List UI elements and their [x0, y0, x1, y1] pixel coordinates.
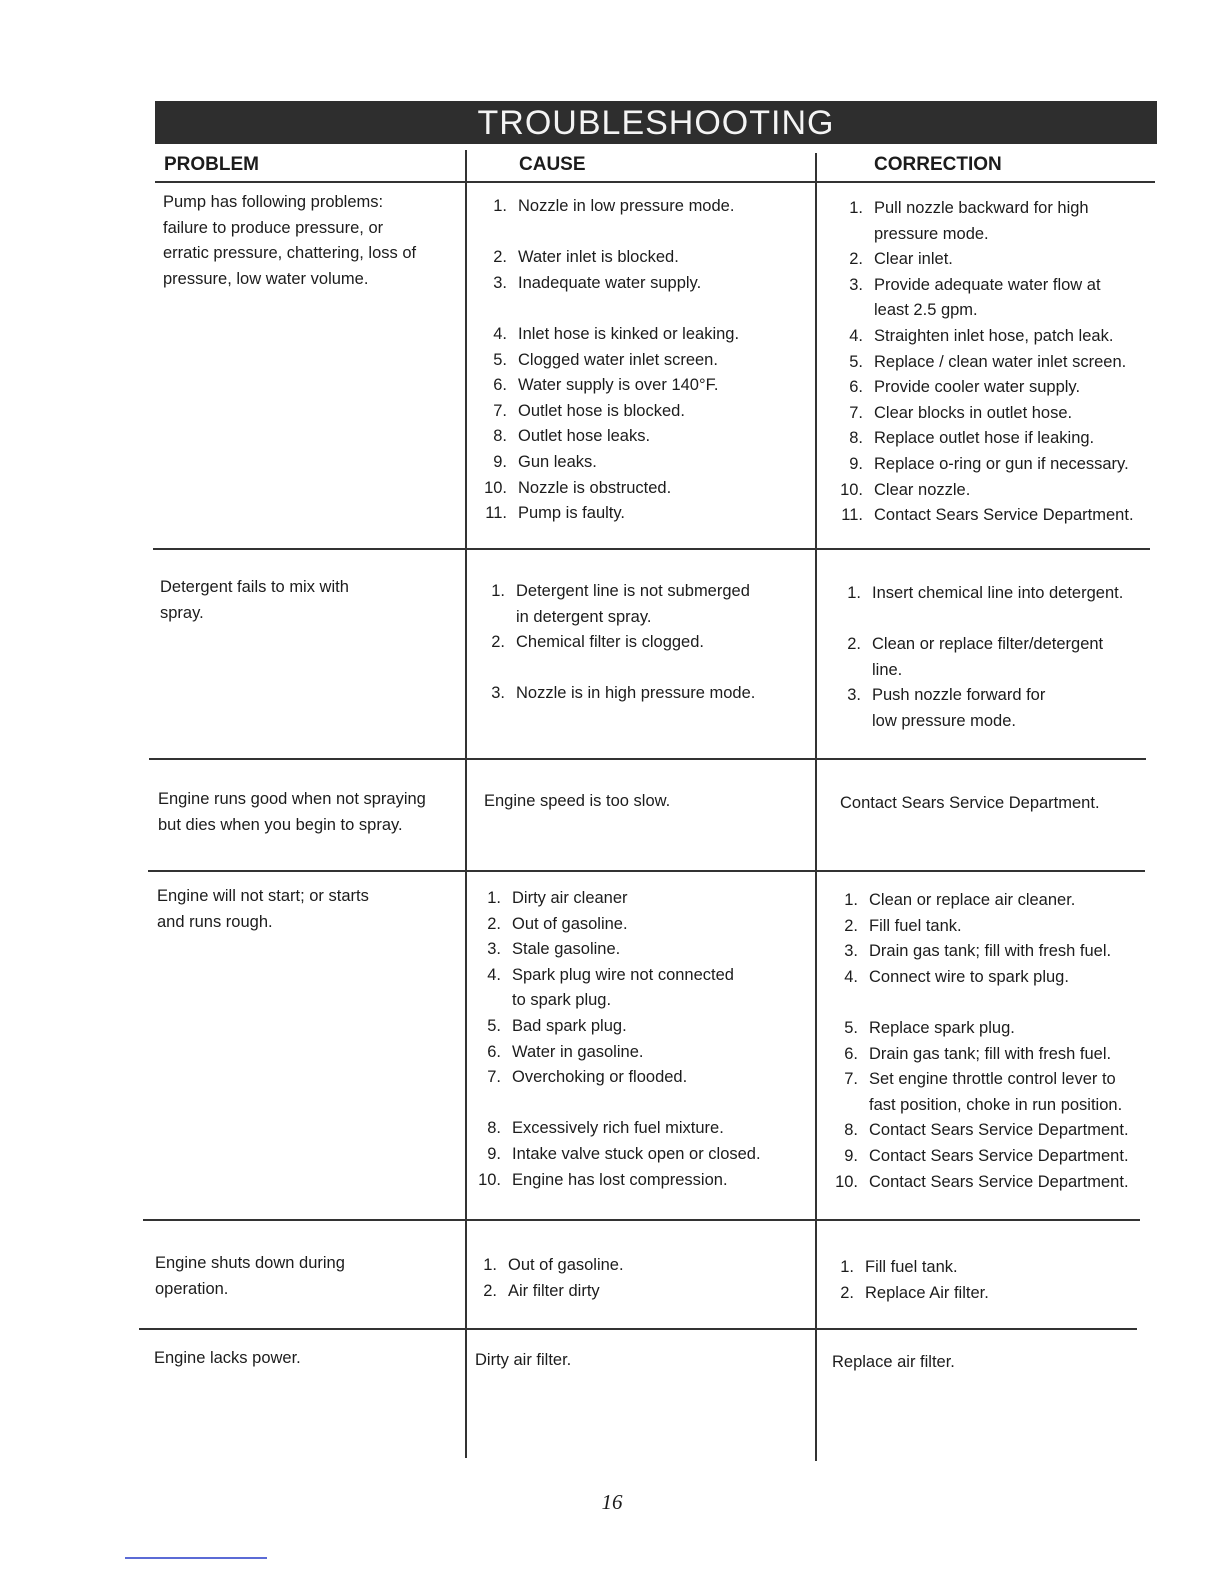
item-number: 2. [844, 916, 858, 935]
item-number: 5. [844, 1018, 858, 1037]
row-divider [153, 548, 1150, 550]
list-item [824, 939, 1129, 965]
list-item [827, 632, 1123, 683]
list-item [824, 1067, 1129, 1118]
item-text: Contact Sears Service Department. [869, 1121, 1129, 1140]
correction-text: Contact Sears Service Department. [840, 794, 1100, 812]
item-number: 2. [493, 248, 507, 267]
item-text: Inlet hose is kinked or leaking. [518, 324, 740, 343]
item-text: Pump is faulty. [518, 504, 625, 523]
list-item [829, 401, 1134, 427]
item-number: 2. [840, 1283, 854, 1302]
item-number: 5. [849, 352, 863, 371]
item-text: Clean or replace filter/detergent line. [872, 635, 1104, 679]
list-item [467, 963, 761, 1014]
item-number: 8. [844, 1121, 858, 1140]
list-item [829, 478, 1134, 504]
cause-text: Engine speed is too slow. [484, 792, 671, 810]
item-text: Out of gasoline. [512, 914, 628, 933]
item-text: Pull nozzle backward for high pressure mode. [874, 199, 1089, 243]
item-number: 6. [844, 1044, 858, 1063]
item-text: Clear blocks in outlet hose. [874, 403, 1073, 422]
problem-text: Engine shuts down during operation. [155, 1254, 345, 1298]
item-text: Chemical filter is clogged. [516, 633, 704, 652]
item-number: 11. [485, 504, 507, 523]
item-text: Stale gasoline. [512, 940, 621, 959]
item-number: 7. [487, 1068, 501, 1087]
page-number: 16 [601, 1490, 623, 1514]
item-text: Outlet hose leaks. [518, 427, 651, 446]
list-item [829, 426, 1134, 452]
item-number: 3. [491, 684, 505, 703]
problem-text: Engine runs good when not spraying but dies when you begin to spray. [158, 790, 426, 834]
list-item [829, 247, 1134, 273]
item-number: 6. [493, 376, 507, 395]
list-item [473, 399, 739, 425]
list-item [473, 373, 739, 399]
list-item [829, 503, 1134, 529]
item-text: Inadequate water supply. [518, 273, 702, 292]
item-number: 4. [849, 326, 863, 345]
footer-rule [125, 1557, 267, 1559]
item-number: 3. [844, 942, 858, 961]
item-number: 9. [849, 454, 863, 473]
item-text: Replace spark plug. [869, 1018, 1015, 1037]
item-number: 3. [849, 275, 863, 294]
item-text: Straighten inlet hose, patch leak. [874, 326, 1114, 345]
item-text: Water inlet is blocked. [518, 248, 679, 267]
cause-list [463, 1253, 624, 1304]
list-item [829, 375, 1134, 401]
problem-text: Engine lacks power. [154, 1349, 301, 1367]
item-number: 1. [493, 197, 507, 215]
list-item [463, 1279, 624, 1305]
item-number: 3. [847, 686, 861, 705]
list-item [467, 1116, 761, 1142]
row-divider [149, 758, 1146, 760]
title-banner [155, 101, 1157, 144]
item-text: Outlet hose is blocked. [518, 401, 685, 420]
list-item [467, 1065, 761, 1091]
cause-list [471, 579, 755, 707]
item-number: 10. [478, 1170, 501, 1189]
item-text: Spark plug wire not connected to spark plug. [512, 965, 734, 1010]
item-number: 10. [835, 1172, 858, 1191]
list-item [473, 322, 739, 348]
list-item [824, 914, 1129, 940]
item-text: Clogged water inlet screen. [518, 350, 718, 369]
item-number: 5. [493, 350, 507, 369]
list-item [467, 886, 761, 912]
list-item [473, 348, 739, 374]
cause-list [473, 194, 739, 527]
item-number: 2. [847, 635, 861, 654]
header-problem: PROBLEM [164, 154, 259, 175]
list-item [467, 912, 761, 938]
item-text: Excessively rich fuel mixture. [512, 1119, 724, 1138]
item-number: 2. [849, 250, 863, 269]
item-text: Set engine throttle control lever to fast position, choke in run position. [869, 1070, 1123, 1114]
item-text: Air filter dirty [508, 1281, 600, 1300]
column-divider-2 [815, 153, 817, 1461]
correction-list [827, 581, 1123, 735]
item-number: 4. [487, 965, 501, 984]
row-divider [143, 1219, 1140, 1221]
list-item [829, 324, 1134, 350]
item-text: Clean or replace air cleaner. [869, 891, 1076, 909]
list-item [473, 476, 739, 502]
item-text: Contact Sears Service Department. [869, 1146, 1129, 1165]
row-divider [139, 1328, 1137, 1330]
item-number: 9. [844, 1146, 858, 1165]
item-text: Connect wire to spark plug. [869, 967, 1069, 986]
item-text: Drain gas tank; fill with fresh fuel. [869, 942, 1112, 961]
list-item [467, 1014, 761, 1040]
item-number: 1. [847, 584, 861, 602]
header-correction: CORRECTION [874, 154, 1002, 175]
list-item [829, 196, 1134, 247]
list-item [473, 194, 739, 220]
list-item [824, 1118, 1129, 1144]
item-text: Nozzle is in high pressure mode. [516, 684, 756, 703]
item-text: Nozzle in low pressure mode. [518, 197, 735, 215]
list-item [473, 245, 739, 271]
item-number: 1. [491, 582, 505, 600]
item-number: 5. [487, 1016, 501, 1035]
correction-list [820, 1255, 989, 1306]
item-text: Replace outlet hose if leaking. [874, 429, 1095, 448]
list-item [829, 452, 1134, 478]
list-item [820, 1255, 989, 1281]
item-text: Intake valve stuck open or closed. [512, 1144, 761, 1163]
item-text: Fill fuel tank. [865, 1258, 958, 1276]
item-number: 7. [493, 401, 507, 420]
item-text: Out of gasoline. [508, 1256, 624, 1274]
item-number: 9. [487, 1144, 501, 1163]
item-number: 7. [844, 1070, 858, 1089]
item-text: Drain gas tank; fill with fresh fuel. [869, 1044, 1112, 1063]
item-text: Contact Sears Service Department. [869, 1172, 1129, 1191]
list-item [467, 937, 761, 963]
list-item [824, 1016, 1129, 1042]
item-text: Clear nozzle. [874, 480, 971, 499]
item-text: Clear inlet. [874, 250, 953, 269]
item-number: 9. [493, 452, 507, 471]
item-number: 7. [849, 403, 863, 422]
list-item [473, 271, 739, 297]
item-number: 1. [483, 1256, 497, 1274]
item-text: Engine has lost compression. [512, 1170, 728, 1189]
item-number: 6. [849, 378, 863, 397]
item-number: 8. [487, 1119, 501, 1138]
item-number: 10. [840, 480, 863, 499]
list-item [824, 965, 1129, 991]
item-text: Provide adequate water flow at least 2.5 gpm. [874, 275, 1101, 320]
item-number: 2. [487, 914, 501, 933]
problem-text: Pump has following problems: failure to produce pressure, or erratic pressure, chattering, loss of pressure, low water volume. [163, 193, 417, 288]
item-number: 2. [483, 1281, 497, 1300]
list-item [467, 1142, 761, 1168]
item-number: 1. [840, 1258, 854, 1276]
list-item [824, 1144, 1129, 1170]
list-item [471, 630, 755, 656]
problem-text: Engine will not start; or starts and runs rough. [157, 887, 369, 931]
item-text: Replace / clean water inlet screen. [874, 352, 1127, 371]
item-text: Insert chemical line into detergent. [872, 584, 1124, 602]
item-text: Provide cooler water supply. [874, 378, 1081, 397]
problem-text: Detergent fails to mix with spray. [160, 578, 349, 622]
list-item [471, 681, 755, 707]
item-text: Contact Sears Service Department. [874, 506, 1134, 525]
item-text: Nozzle is obstructed. [518, 478, 672, 497]
list-item [827, 683, 1123, 734]
list-item [824, 888, 1129, 914]
item-number: 4. [844, 967, 858, 986]
item-text: Push nozzle forward for low pressure mode. [872, 686, 1046, 730]
list-item [473, 501, 739, 527]
list-item [467, 1040, 761, 1066]
list-item [824, 1170, 1129, 1196]
item-number: 6. [487, 1042, 501, 1061]
item-text: Overchoking or flooded. [512, 1068, 688, 1087]
item-number: 2. [491, 633, 505, 652]
header-divider [155, 181, 1155, 183]
item-number: 3. [493, 273, 507, 292]
item-text: Detergent line is not submerged in detergent spray. [516, 582, 750, 626]
item-number: 3. [487, 940, 501, 959]
list-item [467, 1168, 761, 1194]
item-text: Water supply is over 140°F. [518, 376, 719, 395]
item-text: Fill fuel tank. [869, 916, 962, 935]
list-item [827, 581, 1123, 607]
correction-text: Replace air filter. [832, 1353, 955, 1371]
cause-text: Dirty air filter. [475, 1351, 572, 1369]
list-item [829, 350, 1134, 376]
correction-list [829, 196, 1134, 529]
item-text: Replace Air filter. [865, 1283, 989, 1302]
row-divider [148, 870, 1145, 872]
item-number: 1. [849, 199, 863, 217]
list-item [824, 1042, 1129, 1068]
item-text: Dirty air cleaner [512, 889, 628, 907]
item-text: Gun leaks. [518, 452, 597, 471]
list-item [473, 424, 739, 450]
item-number: 10. [484, 478, 507, 497]
page-title: TROUBLESHOOTING [477, 103, 835, 142]
header-cause: CAUSE [519, 154, 586, 175]
item-text: Replace o-ring or gun if necessary. [874, 454, 1129, 473]
item-number: 1. [487, 889, 501, 907]
item-number: 4. [493, 324, 507, 343]
item-number: 8. [849, 429, 863, 448]
item-number: 8. [493, 427, 507, 446]
list-item [829, 273, 1134, 324]
item-number: 1. [844, 891, 858, 909]
list-item [463, 1253, 624, 1279]
correction-list [824, 888, 1129, 1195]
item-text: Bad spark plug. [512, 1016, 627, 1035]
item-number: 11. [841, 506, 863, 525]
item-text: Water in gasoline. [512, 1042, 644, 1061]
cause-list [467, 886, 761, 1193]
list-item [473, 450, 739, 476]
list-item [471, 579, 755, 630]
list-item [820, 1281, 989, 1307]
